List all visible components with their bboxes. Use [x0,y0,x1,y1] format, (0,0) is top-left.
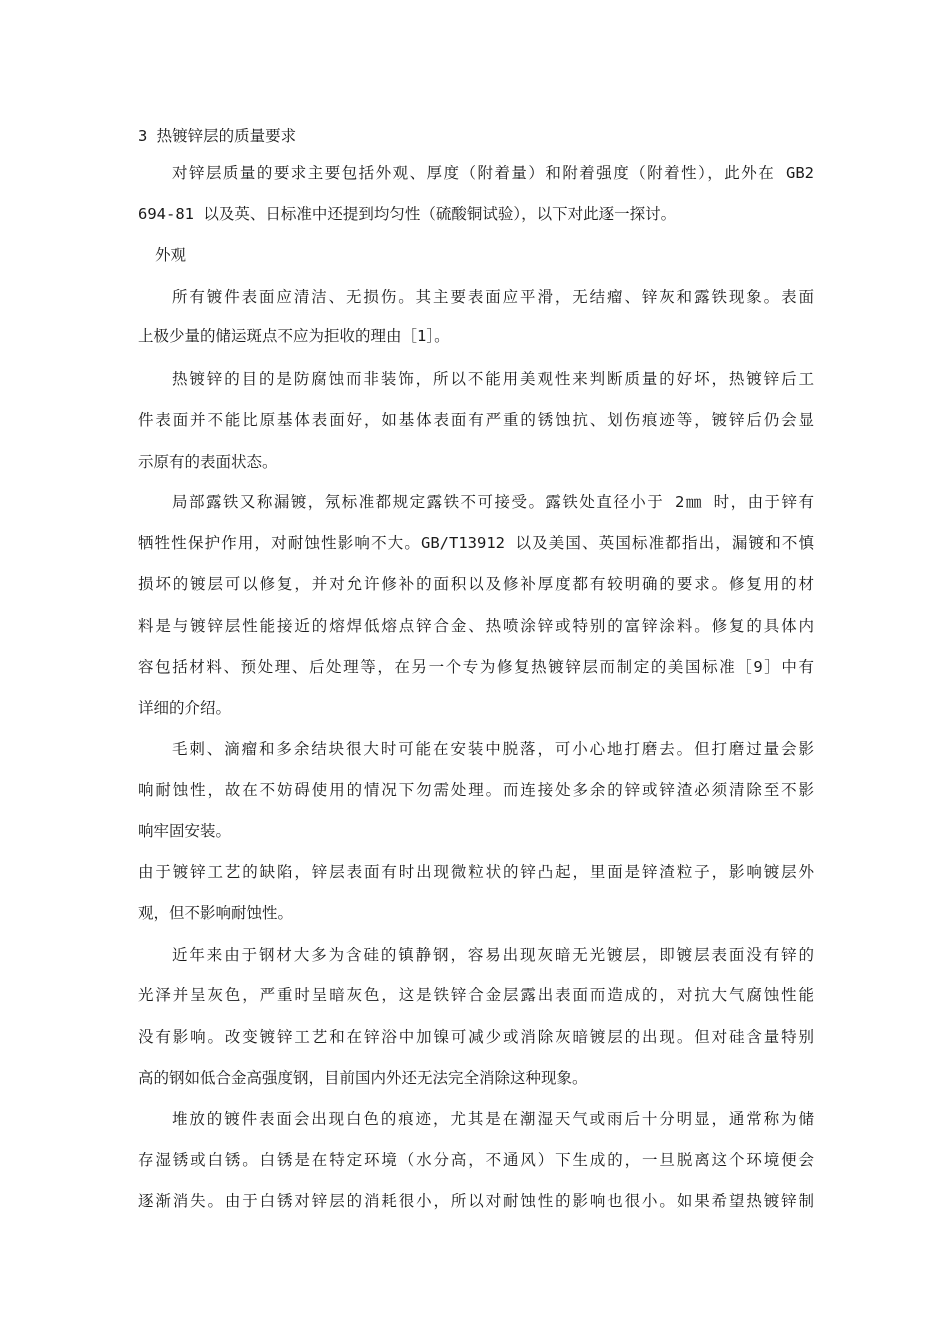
paragraph-line: 高的钢如低合金高强度钢，目前国内外还无法完全消除这种现象。 [138,1069,588,1087]
paragraph-line: 局部露铁又称漏镀，氖标准都规定露铁不可接受。露铁处直径小于 2㎜ 时，由于锌有 [172,493,814,511]
paragraph-line: 容包括材料、预处理、后处理等，在另一个专为修复热镀锌层而制定的美国标准［9］中有 [138,658,814,676]
paragraph-line: 逐渐消失。由于白锈对锌层的消耗很小，所以对耐蚀性的影响也很小。如果希望热镀锌制 [138,1192,814,1210]
paragraph-line: 694-81 以及英、日标准中还提到均匀性（硫酸铜试验），以下对此逐一探讨。 [138,205,677,223]
paragraph-line: 近年来由于钢材大多为含硅的镇静钢，容易出现灰暗无光镀层，即镀层表面没有锌的 [172,946,814,964]
section-heading: 3 热镀锌层的质量要求 [138,127,297,145]
paragraph-line: 光泽并呈灰色，严重时呈暗灰色，这是铁锌合金层露出表面而造成的，对抗大气腐蚀性能 [138,986,814,1004]
paragraph-line: 堆放的镀件表面会出现白色的痕迹，尤其是在潮湿天气或雨后十分明显，通常称为储 [172,1110,814,1128]
paragraph-line: 热镀锌的目的是防腐蚀而非装饰，所以不能用美观性来判断质量的好坏，热镀锌后工 [172,370,814,388]
subheading-appearance: 外观 [155,246,187,264]
paragraph-line: 示原有的表面状态。 [138,453,278,471]
paragraph-line: 详细的介绍。 [138,699,232,717]
paragraph-line: 由于镀锌工艺的缺陷，锌层表面有时出现微粒状的锌凸起，里面是锌渣粒子，影响镀层外 [138,863,814,881]
paragraph-line: 毛刺、滴瘤和多余结块很大时可能在安装中脱落，可小心地打磨去。但打磨过量会影 [172,740,814,758]
paragraph-line: 没有影响。改变镀锌工艺和在锌浴中加镍可减少或消除灰暗镀层的出现。但对硅含量特别 [138,1028,814,1046]
paragraph-line: 牺牲性保护作用，对耐蚀性影响不大。GB/T13912 以及美国、英国标准都指出，漏镀和不慎 [138,534,814,552]
paragraph-line: 所有镀件表面应清洁、无损伤。其主要表面应平滑，无结瘤、锌灰和露铁现象。表面 [172,288,814,306]
paragraph-line: 观，但不影响耐蚀性。 [138,904,294,922]
paragraph-line: 件表面并不能比原基体表面好，如基体表面有严重的锈蚀抗、划伤痕迹等，镀锌后仍会显 [138,411,814,429]
paragraph-line: 存湿锈或白锈。白锈是在特定环境（水分高，不通风）下生成的，一旦脱离这个环境便会 [138,1151,814,1169]
paragraph-line: 损坏的镀层可以修复，并对允许修补的面积以及修补厚度都有较明确的要求。修复用的材 [138,575,814,593]
paragraph-line: 响牢固安装。 [138,822,232,840]
paragraph-line: 料是与镀锌层性能接近的熔焊低熔点锌合金、热喷涂锌或特别的富锌涂料。修复的具体内 [138,617,814,635]
paragraph-line: 对锌层质量的要求主要包括外观、厚度（附着量）和附着强度（附着性），此外在 GB2 [172,164,814,182]
paragraph-line: 上极少量的储运斑点不应为拒收的理由［1］。 [138,327,450,345]
paragraph-line: 响耐蚀性，故在不妨碍使用的情况下勿需处理。而连接处多余的锌或锌渣必须清除至不影 [138,781,814,799]
